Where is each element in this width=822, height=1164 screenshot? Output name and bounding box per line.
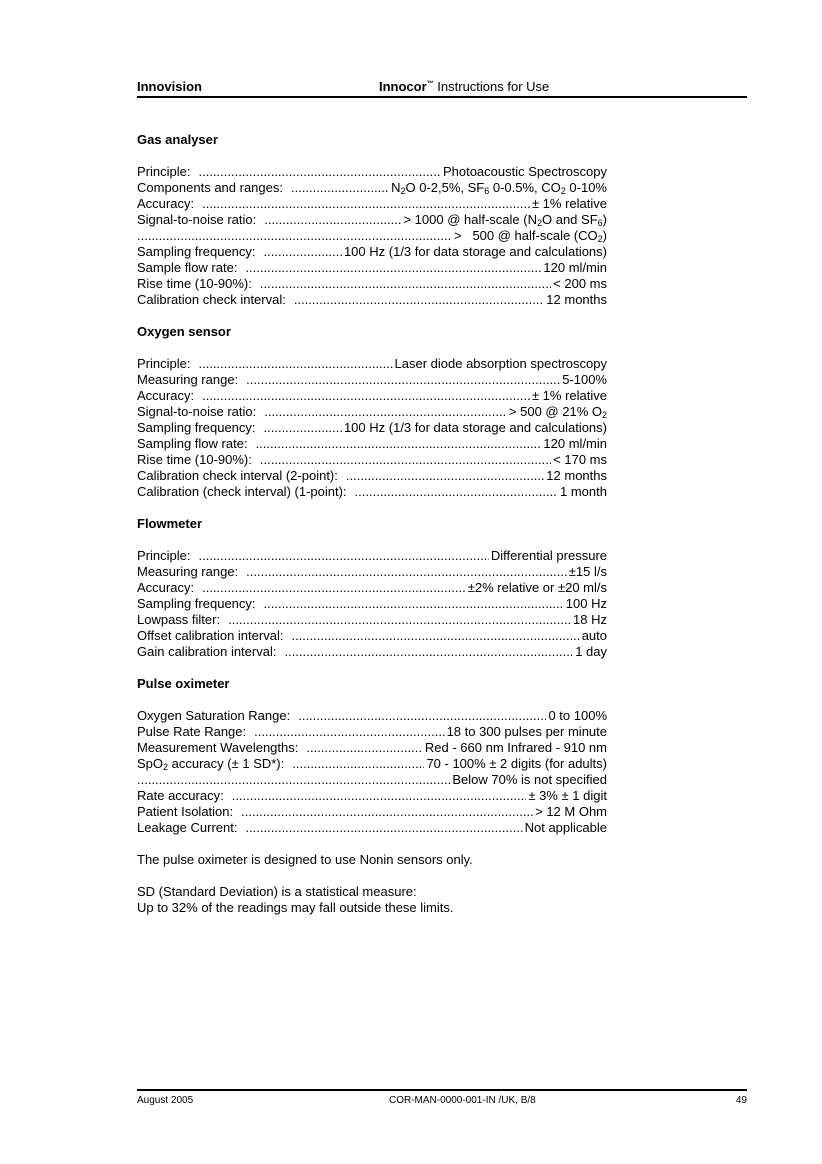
dot-leader	[254, 724, 444, 740]
spec-value: > 1000 @ half-scale ($N_2O$ and $SF_6$)	[403, 212, 607, 228]
spec-value: 5-100%	[562, 372, 607, 387]
spec-row	[137, 804, 607, 820]
spec-row	[137, 436, 607, 452]
spec-value: ± 1% relative	[531, 196, 607, 211]
dot-leader	[291, 628, 579, 644]
spec-row	[137, 292, 607, 308]
spec-value: Laser diode absorption spectroscopy	[394, 356, 607, 371]
dot-leader	[306, 740, 423, 756]
spec-row	[137, 452, 607, 468]
spec-value: > 12 M Ohm	[535, 804, 607, 819]
spec-row	[137, 564, 607, 580]
spec-row	[137, 244, 607, 260]
dot-leader	[256, 436, 542, 452]
dot-leader	[228, 612, 571, 628]
dot-leader	[202, 196, 530, 212]
spec-row	[137, 228, 607, 244]
spec-row	[137, 420, 607, 436]
footer-page-number: 49	[735, 1095, 747, 1106]
spec-value: ±15 l/s	[568, 564, 607, 579]
dot-leader	[246, 564, 567, 580]
dot-leader	[245, 260, 541, 276]
spec-label: Sampling frequency:	[137, 244, 256, 259]
spec-row	[137, 164, 607, 180]
spec-value: 18 to 300 pulses per minute	[446, 724, 607, 739]
spec-label: Calibration (check interval) (1-point):	[137, 484, 347, 499]
flowmeter-spec-list	[137, 548, 607, 660]
spec-label: Leakage Current:	[137, 820, 238, 835]
spec-value: 1 day	[575, 644, 607, 659]
spec-row	[137, 820, 607, 836]
spec-label: Sampling frequency:	[137, 420, 256, 435]
spec-value: < 170 ms	[553, 452, 607, 467]
spec-value: auto	[581, 628, 607, 643]
spec-label: Gain calibration interval:	[137, 644, 277, 659]
dot-leader	[245, 820, 522, 836]
document-title-suffix: Instructions for Use	[433, 79, 550, 94]
dot-leader	[264, 244, 342, 260]
page-footer	[137, 1089, 747, 1105]
footer-date: August 2005	[137, 1095, 194, 1106]
company-name: Innovision	[137, 79, 202, 94]
spec-value: 120 ml/min	[543, 436, 607, 451]
spec-row	[137, 772, 607, 788]
spec-row	[137, 404, 607, 420]
spec-label: Measuring range:	[137, 564, 239, 579]
product-name: Innocor	[379, 79, 427, 94]
sensor-note: The pulse oximeter is designed to use Nonin sensors only.	[137, 852, 473, 867]
spec-value: Below 70% is not specified	[452, 772, 607, 787]
dot-leader	[232, 788, 527, 804]
spec-label: Pulse Rate Range:	[137, 724, 247, 739]
dot-leader	[284, 644, 573, 660]
spec-label: Accuracy:	[137, 580, 195, 595]
spec-label: Sampling flow rate:	[137, 436, 248, 451]
dot-leader	[264, 596, 564, 612]
spec-label: Sample flow rate:	[137, 260, 238, 275]
spec-value: Photoacoustic Spectroscopy	[442, 164, 607, 179]
pulse-oximeter-spec-list	[137, 708, 607, 836]
dot-leader	[291, 180, 389, 196]
spec-label: Principle:	[137, 548, 191, 563]
dot-leader	[346, 468, 544, 484]
spec-label: Measuring range:	[137, 372, 239, 387]
spec-label: Components and ranges:	[137, 180, 283, 195]
dot-leader	[292, 756, 424, 772]
spec-label: Measurement Wavelengths:	[137, 740, 299, 755]
spec-value: > 500 @ half-scale $(CO_2)$	[454, 228, 607, 244]
sd-note-line-2: Up to 32% of the readings may fall outside these limits.	[137, 900, 454, 915]
spec-label: Oxygen Saturation Range:	[137, 708, 291, 723]
spec-row	[137, 484, 607, 500]
dot-leader	[294, 292, 544, 308]
dot-leader	[137, 228, 452, 244]
spec-value: Differential pressure	[490, 548, 607, 563]
spec-row	[137, 548, 607, 564]
dot-leader	[198, 356, 392, 372]
spec-row	[137, 724, 607, 740]
spec-label: Rate accuracy:	[137, 788, 224, 803]
spec-value: Not applicable	[524, 820, 607, 835]
spec-row	[137, 740, 607, 756]
spec-value: Red - 660 nm Infrared - 910 nm	[424, 740, 607, 755]
specifications-content	[137, 130, 607, 916]
spec-row	[137, 356, 607, 372]
dot-leader	[198, 164, 440, 180]
dot-leader	[202, 580, 466, 596]
spec-value: 12 months	[546, 468, 607, 483]
spec-row	[137, 628, 607, 644]
dot-leader	[264, 404, 507, 420]
spec-value: > 500 @ 21% $O_2$	[508, 404, 607, 420]
dot-leader	[246, 372, 560, 388]
spec-label: Sampling frequency:	[137, 596, 256, 611]
spec-label: Signal-to-noise ratio:	[137, 404, 257, 419]
spec-row	[137, 372, 607, 388]
spec-row	[137, 388, 607, 404]
spec-label: Principle:	[137, 164, 191, 179]
spec-value: 100 Hz (1/3 for data storage and calculations)	[343, 420, 607, 435]
spec-value: 100 Hz (1/3 for data storage and calculations)	[343, 244, 607, 259]
trademark-symbol: ™	[426, 80, 434, 88]
spec-row	[137, 788, 607, 804]
spec-row	[137, 212, 607, 228]
dot-leader	[202, 388, 530, 404]
sd-note-line-1: SD (Standard Deviation) is a statistical measure:	[137, 884, 417, 899]
spec-value: 18 Hz	[573, 612, 607, 627]
dot-leader	[264, 212, 401, 228]
spec-value: < 200 ms	[553, 276, 607, 291]
spec-label: Accuracy:	[137, 388, 195, 403]
spec-label: Patient Isolation:	[137, 804, 234, 819]
spec-value: 70 - 100% ± 2 digits (for adults)	[426, 756, 607, 771]
oxygen-sensor-heading: Oxygen sensor	[137, 324, 231, 339]
gas-analyser-spec-list	[137, 164, 607, 308]
spec-row	[137, 276, 607, 292]
spec-row	[137, 468, 607, 484]
document-title	[379, 79, 549, 94]
spec-label: Rise time (10-90%):	[137, 452, 252, 467]
spec-label: Calibration check interval (2-point):	[137, 468, 338, 483]
page-header	[137, 78, 747, 98]
footer-document-number: COR-MAN-0000-001-IN /UK, B/8	[389, 1095, 536, 1106]
spec-label: SpO$_2$ accuracy (± 1 SD*):	[137, 756, 285, 772]
dot-leader	[298, 708, 546, 724]
spec-label: Calibration check interval:	[137, 292, 286, 307]
spec-value: 0 to 100%	[548, 708, 607, 723]
dot-leader	[241, 804, 533, 820]
dot-leader	[198, 548, 488, 564]
flowmeter-heading: Flowmeter	[137, 516, 203, 531]
dot-leader	[355, 484, 558, 500]
spec-value: ± 1% relative	[531, 388, 607, 403]
dot-leader	[137, 772, 450, 788]
spec-row	[137, 580, 607, 596]
spec-row	[137, 756, 607, 772]
spec-label: Offset calibration interval:	[137, 628, 284, 643]
spec-row	[137, 180, 607, 196]
spec-value: 100 Hz	[565, 596, 607, 611]
dot-leader	[264, 420, 342, 436]
spec-value: $N_2O$ 0-2,5%, $SF_6$ 0-0.5%, $CO_2$ 0-10%	[391, 180, 607, 196]
spec-value: 120 ml/min	[543, 260, 607, 275]
spec-label: Signal-to-noise ratio:	[137, 212, 257, 227]
pulse-oximeter-heading: Pulse oximeter	[137, 676, 230, 691]
spec-label: Lowpass filter:	[137, 612, 221, 627]
spec-row	[137, 260, 607, 276]
spec-row	[137, 596, 607, 612]
spec-label: Accuracy:	[137, 196, 195, 211]
spec-row	[137, 196, 607, 212]
spec-label: Principle:	[137, 356, 191, 371]
spec-value: ±2% relative or ±20 ml/s	[467, 580, 607, 595]
gas-analyser-heading: Gas analyser	[137, 132, 218, 147]
spec-row	[137, 708, 607, 724]
spec-row	[137, 612, 607, 628]
spec-value: 1 month	[560, 484, 607, 499]
dot-leader	[260, 276, 551, 292]
oxygen-sensor-spec-list	[137, 356, 607, 500]
spec-row	[137, 644, 607, 660]
spec-value: ± 3% ± 1 digit	[528, 788, 607, 803]
spec-label: Rise time (10-90%):	[137, 276, 252, 291]
dot-leader	[260, 452, 551, 468]
spec-value: 12 months	[546, 292, 607, 307]
